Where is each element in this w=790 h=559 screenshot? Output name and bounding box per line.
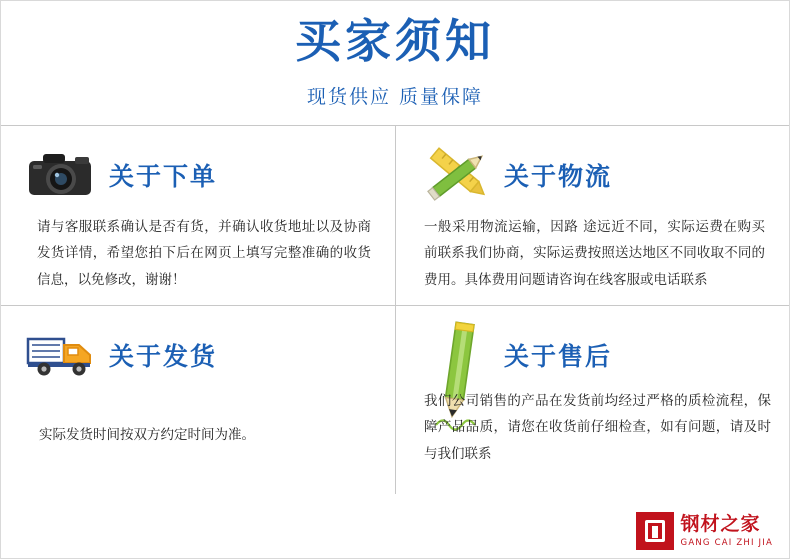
card-header	[19, 142, 377, 208]
card-body: 实际发货时间按双方约定时间为准。	[39, 426, 255, 443]
notice-grid	[1, 126, 789, 494]
card-title: 关于物流	[504, 161, 613, 191]
truck-icon	[19, 322, 105, 388]
logo-name-en: GANG CAI ZHI JIA	[680, 537, 773, 548]
logo-name-cn: 钢材之家	[680, 513, 761, 536]
card-title: 关于发货	[109, 341, 218, 371]
pencil-icon	[414, 322, 500, 388]
notice-card-shipping	[1, 306, 395, 494]
camera-icon	[19, 142, 105, 208]
logo-mark-icon	[636, 512, 674, 550]
card-body: 一般采用物流运输，因路 途远近不同，实际运费在购买前联系我们协商，实际运费按照送达地区不同收取不同的费用。具体费用问题请咨询在线客服或电话联系	[424, 218, 765, 288]
page-title: 买家须知	[295, 14, 495, 68]
page-subtitle: 现货供应 质量保障	[306, 85, 484, 108]
card-header	[414, 142, 771, 208]
card-header	[19, 322, 377, 388]
logo-text	[681, 514, 773, 548]
brand-logo	[636, 512, 773, 550]
card-title: 关于售后	[504, 341, 613, 371]
card-title: 关于下单	[109, 161, 218, 191]
notice-card-ordering	[1, 126, 395, 306]
page-header	[1, 1, 789, 109]
notice-card-logistics	[395, 126, 789, 306]
card-body: 请与客服联系确认是否有货，并确认收货地址以及协商发货详情，希望您拍下后在网页上填写完整准确的收货信息，以免修改，谢谢！	[37, 218, 371, 288]
card-body: 我们公司销售的产品在发货前均经过严格的质检流程，保障产品品质，请您在收货前仔细检查，如有问题，请及时与我们联系	[424, 392, 771, 462]
card-header	[414, 322, 771, 388]
ruler-pencil-icon	[414, 142, 500, 208]
notice-card-aftersales	[395, 306, 789, 494]
